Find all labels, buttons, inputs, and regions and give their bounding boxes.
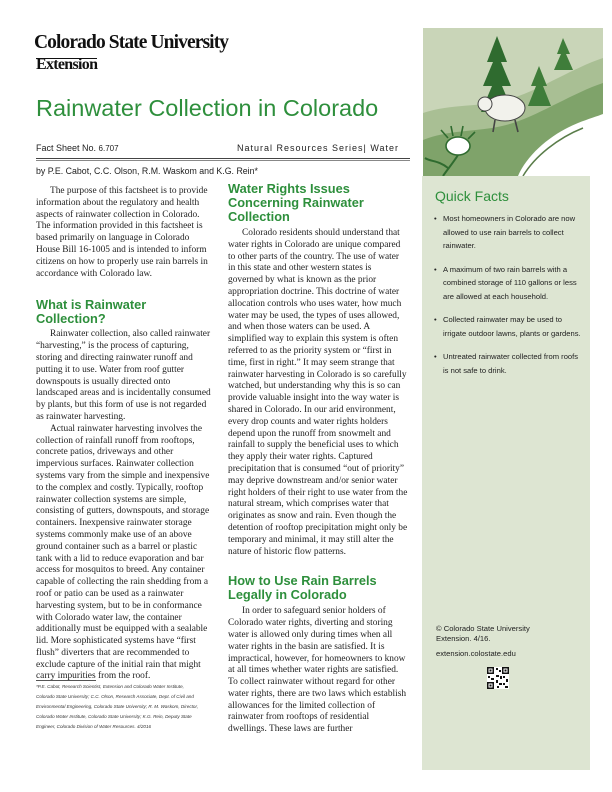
copyright-line: Extension. 4/16. — [436, 634, 491, 644]
qr-code-icon[interactable] — [487, 667, 509, 689]
footnote-rule — [36, 680, 96, 681]
spacer — [36, 280, 212, 298]
section-heading-what: What is Rainwater Collection? — [36, 297, 147, 327]
footnote-line: *P.E. Cabot, Research Scientist, Extension and Colorado Water Institute, — [36, 684, 184, 689]
quick-fact-item: • A maximum of two rain barrels with a combined storage of 110 gallons or less are allowed at each household. — [432, 263, 582, 304]
university-name: Colorado State University — [34, 32, 229, 53]
footnote-line: Environmental Engineering, Colorado State University; R. M. Waskom, Director, — [36, 704, 199, 709]
column-middle — [228, 182, 408, 736]
divider-bottom — [36, 160, 410, 161]
rights-paragraph-1: Colorado residents should understand that water rights in Colorado are unique compared to other parts of the country. The use of water in this state and other western states is governed by what is known as the prior appropriation doctrine. This doctrine of water allocation controls who uses water, how much water may be used, the types of uses allowed, and when those waters can be used. A simplified way to explain this system is often referred to as the priority system or “first in time, first in right.” It may seem strange that rainwater harvesting in Colorado is so carefully watched, but understanding why this is so can provide valuable insight into the way water is shared in Colorado. In our arid environment, every drop counts and water rights holders depend upon the runoff from snowmelt and rainfall to supply the beneficial uses to which they apply their water rights. Captured precipitation that is consumed “out of priority” may deprive downstream and/or senior water right holders of their right to use water from the natural stream, which comprises water that originates as snow and rain. Even though the detention of rooftop precipitation might only be temporary and minimal, it may still alter the nature of historic flow patterns. — [228, 228, 408, 557]
authors-line: by P.E. Cabot, C.C. Olson, R.M. Waskom and K.G. Rein* — [36, 166, 258, 176]
section-heading-how: How to Use Rain Barrels Legally in Colorado — [228, 573, 377, 603]
footnote-line: Colorado State University; C.C. Olson, Research Associate, Dept. of Civil and — [36, 694, 194, 699]
quick-fact-item: • Untreated rainwater collected from roofs is not safe to drink. — [432, 350, 582, 377]
series-label: Natural Resources Series| Water — [237, 143, 400, 153]
extension-wordmark — [36, 56, 97, 74]
quick-facts-list — [432, 212, 582, 387]
quick-fact-item: • Collected rainwater may be used to irrigate outdoor lawns, plants or gardens. — [432, 313, 582, 340]
spacer — [228, 558, 408, 574]
thistle-bison-logo-icon — [423, 28, 603, 176]
extension-label: Extension — [36, 56, 98, 73]
fact-sheet-prefix: Fact Sheet No. — [36, 143, 97, 153]
column-left — [36, 186, 212, 683]
page-title: Rainwater Collection in Colorado — [36, 95, 379, 121]
quick-facts-title: Quick Facts — [435, 188, 509, 204]
what-paragraph-1: Rainwater collection, also called rainwater “harvesting,” is the process of capturing, storing and directing rainwater runoff and putting it to use. Water from roof gutter downspouts is usually directed onto landscaped areas and is incidentally consumed by plants, but this form of use is not regarded as rainwater harvesting. — [36, 329, 211, 422]
what-paragraph-2: Actual rainwater harvesting involves the collection of rainfall runoff from rooftops, concrete patios, driveways and other impervious surfaces. Rainwater collection systems vary from the simple and inexpensive to the complex and costly. Typically, rooftop rainwater collection systems are simple, consisting of gutters, downspouts, and storage containers. Inexpensive rainwater storage systems commonly make use of an above ground container such as a barrel or plastic tank with a lid to reduce evaporation and bar access for mosquitos to breed. Any container capable of collecting the rain shedding from a roof or patio can be used as a rainwater harvesting system, but to be in conformance with Colorado water law, the container additionally must be equipped with a sealable lid. More sophisticated systems have “first flush” diverters that are recommended to exclude capture of the initial rain that might carry impurities from the roof. — [36, 423, 210, 682]
fact-sheet-label — [36, 143, 119, 153]
footnote-line: Colorado Water Institute, Colorado State University; K.G. Rein, Deputy State — [36, 714, 192, 719]
copyright-block — [436, 624, 581, 660]
fact-sheet-number: 6.707 — [98, 144, 119, 153]
how-paragraph-1: In order to safeguard senior holders of Colorado water rights, diverting and storing water is allowed only during times when all water rights in the basin are satisfied. It is impractical, however, for homeowners to know at all times whether water rights are satisfied. To collect rainwater without regard for other water rights, there are two laws which establish allowances for the limited collection of rainwater from rooftops of residential dwellings. These laws are further — [228, 606, 407, 735]
copyright-line: © Colorado State University — [436, 624, 530, 633]
section-heading-rights: Water Rights Issues Concerning Rainwater Collection — [228, 181, 364, 224]
author-footnote — [36, 680, 214, 732]
quick-fact-item: • Most homeowners in Colorado are now allowed to use rain barrels to collect rainwater. — [432, 212, 582, 253]
extension-url[interactable]: extension.colostate.edu — [436, 649, 516, 659]
divider-top — [36, 158, 410, 159]
footnote-line: Engineer, Colorado Division of Water Resources. 4/2016 — [36, 724, 152, 729]
intro-paragraph: The purpose of this factsheet is to provide information about the regulatory and health aspects of rainwater collection in Colorado. The information provided in this factsheet is based primarily on language in Colorado House Bill 16-1005 and is intended to inform citizens on how to properly use rain barrels in accordance with Colorado law. — [36, 186, 208, 279]
